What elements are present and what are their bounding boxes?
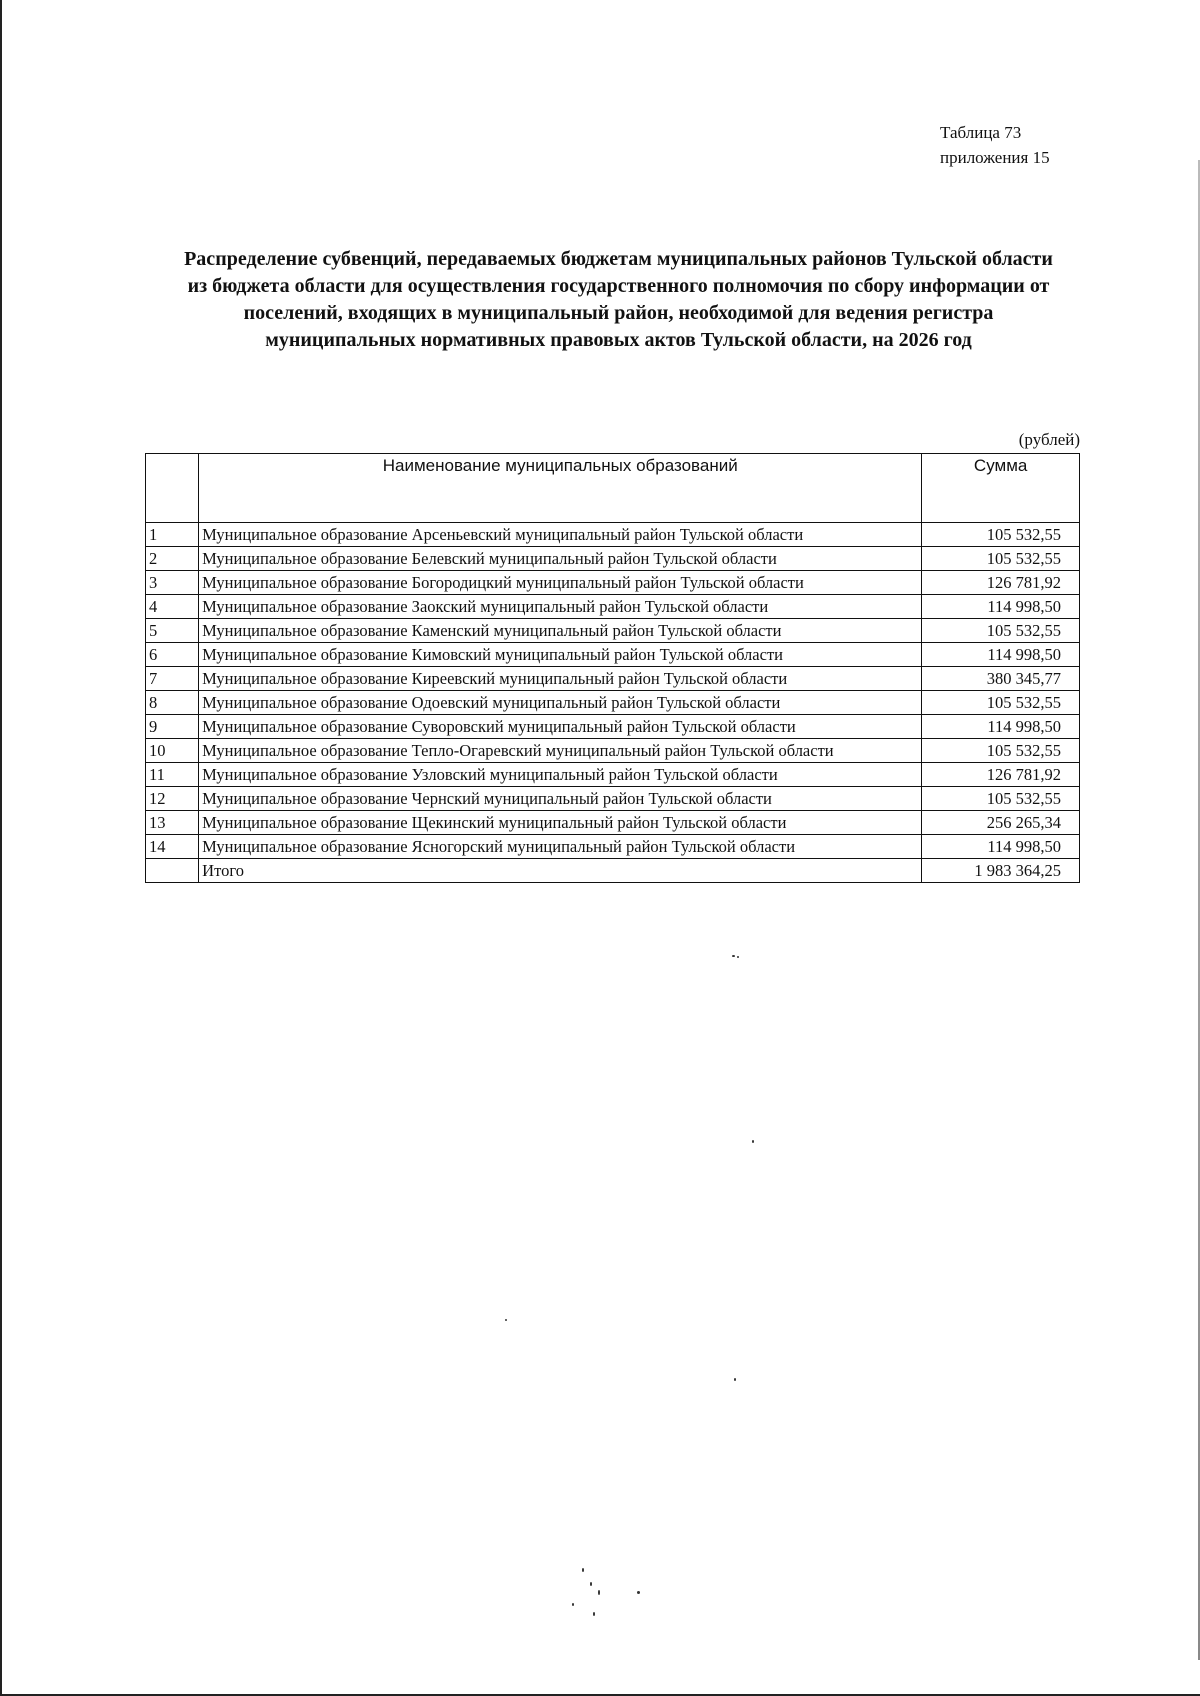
units-label: (рублей) <box>1018 430 1080 449</box>
row-num: 6 <box>146 643 199 667</box>
table-row <box>146 787 1080 811</box>
row-num: 5 <box>146 619 199 643</box>
table-row <box>146 739 1080 763</box>
table-row <box>146 619 1080 643</box>
total-label: Итого <box>199 859 922 883</box>
row-name: Муниципальное образование Узловский муниципальный район Тульской области <box>199 763 922 787</box>
row-sum: 105 532,55 <box>922 691 1080 715</box>
row-num: 12 <box>146 787 199 811</box>
table-row <box>146 715 1080 739</box>
row-num: 14 <box>146 835 199 859</box>
table-row <box>146 763 1080 787</box>
row-name: Муниципальное образование Ясногорский муниципальный район Тульской области <box>199 835 922 859</box>
appendix-number: приложения 15 <box>940 148 1050 167</box>
table-row <box>146 571 1080 595</box>
row-num: 7 <box>146 667 199 691</box>
table-row <box>146 643 1080 667</box>
table-reference <box>940 120 1050 170</box>
row-name: Муниципальное образование Тепло-Огаревский муниципальный район Тульской области <box>199 739 922 763</box>
row-name: Муниципальное образование Кимовский муниципальный район Тульской области <box>199 643 922 667</box>
table-body <box>146 523 1080 859</box>
row-sum: 105 532,55 <box>922 547 1080 571</box>
table-row <box>146 667 1080 691</box>
table-row <box>146 835 1080 859</box>
row-name: Муниципальное образование Суворовский муниципальный район Тульской области <box>199 715 922 739</box>
total-sum: 1 983 364,25 <box>922 859 1080 883</box>
table-row <box>146 691 1080 715</box>
title-line-4: муниципальных нормативных правовых актов Тульской области, на 2026 год <box>265 329 972 351</box>
distribution-table <box>145 453 1080 883</box>
row-num: 9 <box>146 715 199 739</box>
table-header <box>146 454 1080 523</box>
row-num: 2 <box>146 547 199 571</box>
table-footer <box>146 859 1080 883</box>
row-sum: 105 532,55 <box>922 787 1080 811</box>
table-row <box>146 547 1080 571</box>
table-number: Таблица 73 <box>940 123 1022 142</box>
row-num: 8 <box>146 691 199 715</box>
row-name: Муниципальное образование Чернский муниципальный район Тульской области <box>199 787 922 811</box>
row-sum: 114 998,50 <box>922 835 1080 859</box>
total-num <box>146 859 199 883</box>
row-num: 10 <box>146 739 199 763</box>
row-sum: 105 532,55 <box>922 523 1080 547</box>
total-row <box>146 859 1080 883</box>
row-sum: 114 998,50 <box>922 643 1080 667</box>
row-sum: 114 998,50 <box>922 595 1080 619</box>
row-name: Муниципальное образование Каменский муниципальный район Тульской области <box>199 619 922 643</box>
row-num: 13 <box>146 811 199 835</box>
row-name: Муниципальное образование Заокский муниципальный район Тульской области <box>199 595 922 619</box>
row-sum: 105 532,55 <box>922 619 1080 643</box>
row-name: Муниципальное образование Щекинский муниципальный район Тульской области <box>199 811 922 835</box>
row-name: Муниципальное образование Белевский муниципальный район Тульской области <box>199 547 922 571</box>
table-row <box>146 523 1080 547</box>
table-row <box>146 811 1080 835</box>
table-row <box>146 595 1080 619</box>
row-num: 4 <box>146 595 199 619</box>
row-sum: 105 532,55 <box>922 739 1080 763</box>
title-line-1: Распределение субвенций, передаваемых бюджетам муниципальных районов Тульской области <box>184 248 1053 270</box>
row-name: Муниципальное образование Богородицкий муниципальный район Тульской области <box>199 571 922 595</box>
row-sum: 126 781,92 <box>922 571 1080 595</box>
row-sum: 114 998,50 <box>922 715 1080 739</box>
header-name: Наименование муниципальных образований <box>199 454 922 523</box>
row-sum: 256 265,34 <box>922 811 1080 835</box>
row-name: Муниципальное образование Арсеньевский муниципальный район Тульской области <box>199 523 922 547</box>
title-line-3: поселений, входящих в муниципальный район, необходимой для ведения регистра <box>243 302 994 324</box>
row-num: 3 <box>146 571 199 595</box>
header-num <box>146 454 199 523</box>
header-row <box>146 454 1080 523</box>
row-num: 11 <box>146 763 199 787</box>
row-num: 1 <box>146 523 199 547</box>
title-line-2: из бюджета области для осуществления государственного полномочия по сбору информации от <box>187 275 1050 297</box>
document-title <box>120 246 1117 354</box>
row-name: Муниципальное образование Одоевский муниципальный район Тульской области <box>199 691 922 715</box>
row-sum: 126 781,92 <box>922 763 1080 787</box>
row-sum: 380 345,77 <box>922 667 1080 691</box>
header-sum: Сумма <box>922 454 1080 523</box>
row-name: Муниципальное образование Киреевский муниципальный район Тульской области <box>199 667 922 691</box>
